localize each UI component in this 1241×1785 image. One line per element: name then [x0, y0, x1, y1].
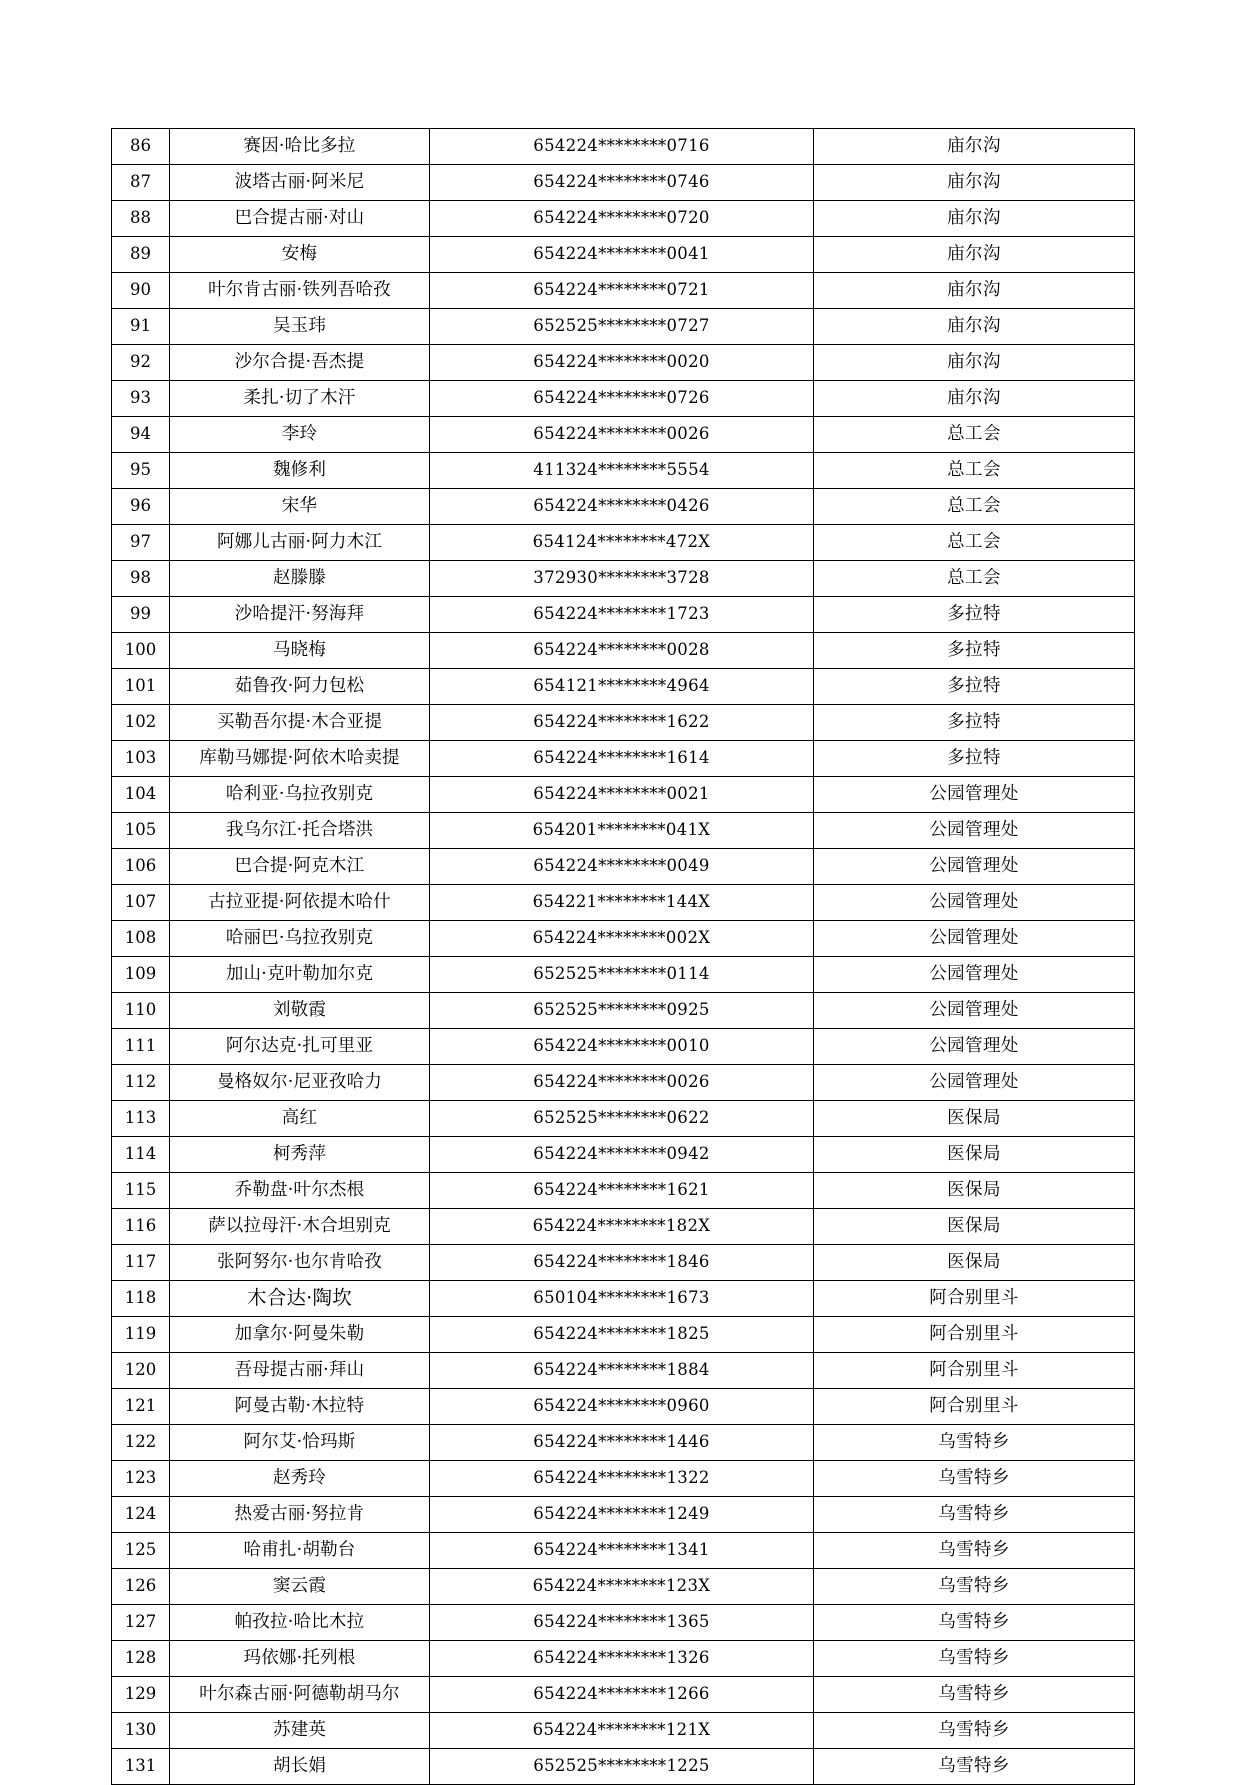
row-index-cell: 120: [112, 1353, 170, 1389]
person-name-cell: 刘敬霞: [170, 993, 430, 1029]
table-row: [112, 957, 1135, 993]
table-row: [112, 1461, 1135, 1497]
row-index-cell: 115: [112, 1173, 170, 1209]
row-index-cell: 97: [112, 525, 170, 561]
unit-cell: 医保局: [814, 1173, 1135, 1209]
id-number-cell: 654224********0041: [430, 237, 814, 273]
unit-cell: 公园管理处: [814, 885, 1135, 921]
row-index-cell: 107: [112, 885, 170, 921]
table-row: [112, 1065, 1135, 1101]
id-number-cell: 654224********0426: [430, 489, 814, 525]
person-name-cell: 赵滕滕: [170, 561, 430, 597]
id-number-cell: 654224********0028: [430, 633, 814, 669]
id-number-cell: 654224********1846: [430, 1245, 814, 1281]
person-name-cell: 宋华: [170, 489, 430, 525]
table-row: [112, 345, 1135, 381]
id-number-cell: 654224********121X: [430, 1713, 814, 1749]
id-number-cell: 654201********041X: [430, 813, 814, 849]
table-row: [112, 1641, 1135, 1677]
person-name-cell: 阿娜儿古丽·阿力木江: [170, 525, 430, 561]
id-number-cell: 654224********1825: [430, 1317, 814, 1353]
row-index-cell: 118: [112, 1281, 170, 1317]
unit-cell: 公园管理处: [814, 1065, 1135, 1101]
unit-cell: 乌雪特乡: [814, 1605, 1135, 1641]
id-number-cell: 654224********002X: [430, 921, 814, 957]
person-name-cell: 木合达·陶坎: [170, 1281, 430, 1317]
id-number-cell: 654224********0020: [430, 345, 814, 381]
table-row: [112, 1569, 1135, 1605]
row-index-cell: 95: [112, 453, 170, 489]
table-row: [112, 129, 1135, 165]
row-index-cell: 94: [112, 417, 170, 453]
unit-cell: 公园管理处: [814, 849, 1135, 885]
row-index-cell: 126: [112, 1569, 170, 1605]
id-number-cell: 372930********3728: [430, 561, 814, 597]
row-index-cell: 87: [112, 165, 170, 201]
id-number-cell: 654224********1622: [430, 705, 814, 741]
id-number-cell: 654221********144X: [430, 885, 814, 921]
person-name-cell: 阿尔艾·恰玛斯: [170, 1425, 430, 1461]
row-index-cell: 91: [112, 309, 170, 345]
unit-cell: 乌雪特乡: [814, 1425, 1135, 1461]
unit-cell: 总工会: [814, 525, 1135, 561]
id-number-cell: 411324********5554: [430, 453, 814, 489]
id-number-cell: 654121********4964: [430, 669, 814, 705]
person-name-cell: 波塔古丽·阿米尼: [170, 165, 430, 201]
unit-cell: 多拉特: [814, 705, 1135, 741]
table-row: [112, 885, 1135, 921]
row-index-cell: 123: [112, 1461, 170, 1497]
person-name-cell: 赵秀玲: [170, 1461, 430, 1497]
id-number-cell: 654224********1266: [430, 1677, 814, 1713]
row-index-cell: 89: [112, 237, 170, 273]
id-number-cell: 652525********0727: [430, 309, 814, 345]
id-number-cell: 654224********1322: [430, 1461, 814, 1497]
person-name-cell: 我乌尔江·托合塔洪: [170, 813, 430, 849]
unit-cell: 阿合别里斗: [814, 1353, 1135, 1389]
person-name-cell: 热爱古丽·努拉肯: [170, 1497, 430, 1533]
id-number-cell: 652525********1225: [430, 1749, 814, 1785]
id-number-cell: 654124********472X: [430, 525, 814, 561]
id-number-cell: 654224********0026: [430, 417, 814, 453]
row-index-cell: 127: [112, 1605, 170, 1641]
id-number-cell: 652525********0622: [430, 1101, 814, 1137]
table-row: [112, 1209, 1135, 1245]
table-row: [112, 705, 1135, 741]
person-name-cell: 阿曼古勒·木拉特: [170, 1389, 430, 1425]
table-row: [112, 813, 1135, 849]
unit-cell: 庙尔沟: [814, 309, 1135, 345]
unit-cell: 医保局: [814, 1209, 1135, 1245]
person-name-cell: 阿尔达克·扎可里亚: [170, 1029, 430, 1065]
person-name-cell: 吾母提古丽·拜山: [170, 1353, 430, 1389]
person-name-cell: 沙哈提汗·努海拜: [170, 597, 430, 633]
id-number-cell: 654224********0721: [430, 273, 814, 309]
person-name-cell: 巴合提古丽·对山: [170, 201, 430, 237]
id-number-cell: 654224********0960: [430, 1389, 814, 1425]
row-index-cell: 117: [112, 1245, 170, 1281]
person-name-cell: 柔扎·切了木汗: [170, 381, 430, 417]
person-name-cell: 窦云霞: [170, 1569, 430, 1605]
row-index-cell: 105: [112, 813, 170, 849]
person-name-cell: 哈丽巴·乌拉孜别克: [170, 921, 430, 957]
person-name-cell: 吴玉玮: [170, 309, 430, 345]
id-number-cell: 654224********1884: [430, 1353, 814, 1389]
unit-cell: 公园管理处: [814, 777, 1135, 813]
table-row: [112, 993, 1135, 1029]
person-name-cell: 帕孜拉·哈比木拉: [170, 1605, 430, 1641]
table-row: [112, 741, 1135, 777]
id-number-cell: 654224********1621: [430, 1173, 814, 1209]
unit-cell: 多拉特: [814, 597, 1135, 633]
unit-cell: 乌雪特乡: [814, 1713, 1135, 1749]
unit-cell: 庙尔沟: [814, 201, 1135, 237]
id-number-cell: 654224********1723: [430, 597, 814, 633]
person-name-cell: 苏建英: [170, 1713, 430, 1749]
person-name-cell: 巴合提·阿克木江: [170, 849, 430, 885]
person-name-cell: 叶尔森古丽·阿德勒胡马尔: [170, 1677, 430, 1713]
roster-table-body: [112, 129, 1135, 1785]
row-index-cell: 112: [112, 1065, 170, 1101]
roster-table-container: [111, 128, 1134, 1785]
table-row: [112, 1029, 1135, 1065]
table-row: [112, 1533, 1135, 1569]
person-name-cell: 张阿努尔·也尔肯哈孜: [170, 1245, 430, 1281]
unit-cell: 乌雪特乡: [814, 1569, 1135, 1605]
row-index-cell: 99: [112, 597, 170, 633]
id-number-cell: 654224********0942: [430, 1137, 814, 1173]
id-number-cell: 654224********0021: [430, 777, 814, 813]
table-row: [112, 1497, 1135, 1533]
unit-cell: 总工会: [814, 453, 1135, 489]
unit-cell: 庙尔沟: [814, 129, 1135, 165]
person-name-cell: 加拿尔·阿曼朱勒: [170, 1317, 430, 1353]
id-number-cell: 654224********0746: [430, 165, 814, 201]
person-name-cell: 安梅: [170, 237, 430, 273]
row-index-cell: 121: [112, 1389, 170, 1425]
row-index-cell: 119: [112, 1317, 170, 1353]
table-row: [112, 1389, 1135, 1425]
row-index-cell: 103: [112, 741, 170, 777]
table-row: [112, 309, 1135, 345]
row-index-cell: 90: [112, 273, 170, 309]
row-index-cell: 114: [112, 1137, 170, 1173]
person-name-cell: 加山·克叶勒加尔克: [170, 957, 430, 993]
row-index-cell: 116: [112, 1209, 170, 1245]
unit-cell: 公园管理处: [814, 993, 1135, 1029]
row-index-cell: 131: [112, 1749, 170, 1785]
row-index-cell: 92: [112, 345, 170, 381]
unit-cell: 总工会: [814, 489, 1135, 525]
row-index-cell: 96: [112, 489, 170, 525]
table-row: [112, 921, 1135, 957]
table-row: [112, 1245, 1135, 1281]
table-row: [112, 201, 1135, 237]
row-index-cell: 108: [112, 921, 170, 957]
person-name-cell: 李玲: [170, 417, 430, 453]
unit-cell: 医保局: [814, 1101, 1135, 1137]
unit-cell: 多拉特: [814, 669, 1135, 705]
person-name-cell: 叶尔肯古丽·铁列吾哈孜: [170, 273, 430, 309]
row-index-cell: 122: [112, 1425, 170, 1461]
row-index-cell: 106: [112, 849, 170, 885]
person-name-cell: 玛依娜·托列根: [170, 1641, 430, 1677]
unit-cell: 庙尔沟: [814, 345, 1135, 381]
row-index-cell: 100: [112, 633, 170, 669]
unit-cell: 庙尔沟: [814, 237, 1135, 273]
roster-table: [111, 128, 1135, 1785]
row-index-cell: 130: [112, 1713, 170, 1749]
person-name-cell: 高红: [170, 1101, 430, 1137]
table-row: [112, 237, 1135, 273]
table-row: [112, 453, 1135, 489]
unit-cell: 多拉特: [814, 741, 1135, 777]
person-name-cell: 萨以拉母汗·木合坦别克: [170, 1209, 430, 1245]
row-index-cell: 125: [112, 1533, 170, 1569]
table-row: [112, 381, 1135, 417]
person-name-cell: 沙尔合提·吾杰提: [170, 345, 430, 381]
id-number-cell: 654224********0010: [430, 1029, 814, 1065]
id-number-cell: 654224********123X: [430, 1569, 814, 1605]
row-index-cell: 102: [112, 705, 170, 741]
row-index-cell: 88: [112, 201, 170, 237]
unit-cell: 阿合别里斗: [814, 1281, 1135, 1317]
id-number-cell: 650104********1673: [430, 1281, 814, 1317]
id-number-cell: 654224********1341: [430, 1533, 814, 1569]
unit-cell: 乌雪特乡: [814, 1749, 1135, 1785]
row-index-cell: 124: [112, 1497, 170, 1533]
row-index-cell: 110: [112, 993, 170, 1029]
person-name-cell: 买勒吾尔提·木合亚提: [170, 705, 430, 741]
unit-cell: 庙尔沟: [814, 381, 1135, 417]
table-row: [112, 1425, 1135, 1461]
id-number-cell: 654224********0720: [430, 201, 814, 237]
id-number-cell: 654224********1326: [430, 1641, 814, 1677]
unit-cell: 阿合别里斗: [814, 1317, 1135, 1353]
id-number-cell: 654224********0026: [430, 1065, 814, 1101]
table-row: [112, 561, 1135, 597]
table-row: [112, 633, 1135, 669]
unit-cell: 总工会: [814, 417, 1135, 453]
table-row: [112, 597, 1135, 633]
row-index-cell: 109: [112, 957, 170, 993]
person-name-cell: 哈利亚·乌拉孜别克: [170, 777, 430, 813]
unit-cell: 公园管理处: [814, 921, 1135, 957]
table-row: [112, 1317, 1135, 1353]
person-name-cell: 曼格奴尔·尼亚孜哈力: [170, 1065, 430, 1101]
table-row: [112, 669, 1135, 705]
row-index-cell: 86: [112, 129, 170, 165]
row-index-cell: 98: [112, 561, 170, 597]
person-name-cell: 胡长娟: [170, 1749, 430, 1785]
unit-cell: 公园管理处: [814, 957, 1135, 993]
id-number-cell: 654224********0049: [430, 849, 814, 885]
unit-cell: 公园管理处: [814, 1029, 1135, 1065]
row-index-cell: 128: [112, 1641, 170, 1677]
unit-cell: 乌雪特乡: [814, 1461, 1135, 1497]
row-index-cell: 129: [112, 1677, 170, 1713]
table-row: [112, 849, 1135, 885]
table-row: [112, 1713, 1135, 1749]
id-number-cell: 654224********0726: [430, 381, 814, 417]
table-row: [112, 165, 1135, 201]
id-number-cell: 654224********182X: [430, 1209, 814, 1245]
unit-cell: 乌雪特乡: [814, 1677, 1135, 1713]
id-number-cell: 654224********1614: [430, 741, 814, 777]
person-name-cell: 马晓梅: [170, 633, 430, 669]
unit-cell: 庙尔沟: [814, 165, 1135, 201]
row-index-cell: 101: [112, 669, 170, 705]
unit-cell: 乌雪特乡: [814, 1497, 1135, 1533]
row-index-cell: 111: [112, 1029, 170, 1065]
person-name-cell: 赛因·哈比多拉: [170, 129, 430, 165]
table-row: [112, 489, 1135, 525]
row-index-cell: 113: [112, 1101, 170, 1137]
id-number-cell: 654224********0716: [430, 129, 814, 165]
id-number-cell: 654224********1249: [430, 1497, 814, 1533]
person-name-cell: 乔勒盘·叶尔杰根: [170, 1173, 430, 1209]
table-row: [112, 1101, 1135, 1137]
table-row: [112, 417, 1135, 453]
table-row: [112, 1677, 1135, 1713]
person-name-cell: 魏修利: [170, 453, 430, 489]
id-number-cell: 652525********0114: [430, 957, 814, 993]
person-name-cell: 库勒马娜提·阿依木哈卖提: [170, 741, 430, 777]
row-index-cell: 104: [112, 777, 170, 813]
unit-cell: 医保局: [814, 1245, 1135, 1281]
table-row: [112, 1605, 1135, 1641]
table-row: [112, 777, 1135, 813]
unit-cell: 总工会: [814, 561, 1135, 597]
table-row: [112, 273, 1135, 309]
unit-cell: 庙尔沟: [814, 273, 1135, 309]
table-row: [112, 1173, 1135, 1209]
id-number-cell: 654224********1446: [430, 1425, 814, 1461]
unit-cell: 多拉特: [814, 633, 1135, 669]
id-number-cell: 652525********0925: [430, 993, 814, 1029]
unit-cell: 医保局: [814, 1137, 1135, 1173]
table-row: [112, 1353, 1135, 1389]
unit-cell: 公园管理处: [814, 813, 1135, 849]
person-name-cell: 柯秀萍: [170, 1137, 430, 1173]
table-row: [112, 1281, 1135, 1317]
unit-cell: 乌雪特乡: [814, 1533, 1135, 1569]
person-name-cell: 茹鲁孜·阿力包松: [170, 669, 430, 705]
id-number-cell: 654224********1365: [430, 1605, 814, 1641]
table-row: [112, 1137, 1135, 1173]
unit-cell: 乌雪特乡: [814, 1641, 1135, 1677]
table-row: [112, 525, 1135, 561]
person-name-cell: 哈甫扎·胡勒台: [170, 1533, 430, 1569]
person-name-cell: 古拉亚提·阿依提木哈什: [170, 885, 430, 921]
row-index-cell: 93: [112, 381, 170, 417]
unit-cell: 阿合别里斗: [814, 1389, 1135, 1425]
